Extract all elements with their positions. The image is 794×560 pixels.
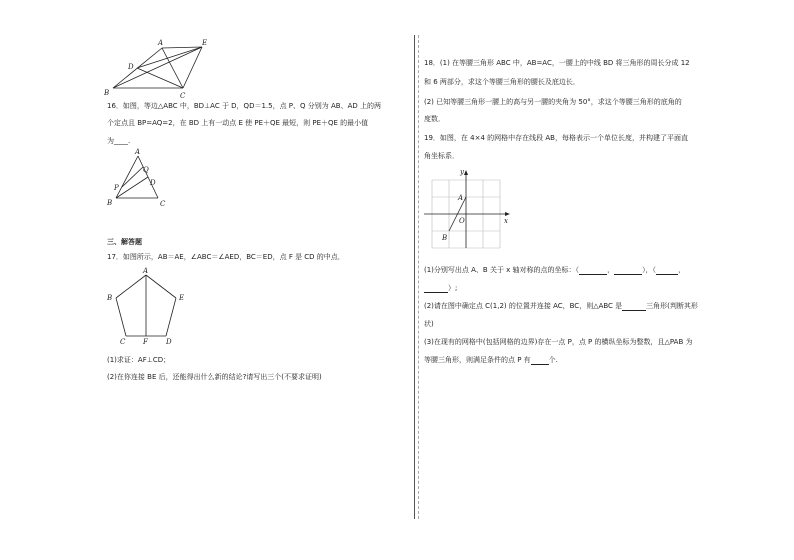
q19-line2: 角坐标系． bbox=[424, 152, 459, 160]
q19-part3-line2 bbox=[424, 356, 558, 365]
section-heading: 三、解答题 bbox=[107, 238, 142, 246]
q19-part1-line2 bbox=[424, 284, 457, 293]
answer-blank-4[interactable] bbox=[424, 285, 448, 293]
label-F: F bbox=[143, 338, 148, 346]
q19-part3b: 等腰三角形，则满足条件的点 P 有 bbox=[424, 356, 531, 364]
q19-part1c: ），（ bbox=[642, 266, 657, 274]
q18-line4: 度数． bbox=[424, 115, 445, 123]
answer-blank-2[interactable] bbox=[614, 267, 642, 275]
label-A: A bbox=[143, 267, 149, 275]
q18-line2: 和 6 两部分，求这个等腰三角形的腰长及底边长． bbox=[424, 78, 580, 86]
q17-part1: (1)求证：AF⊥CD； bbox=[107, 356, 171, 364]
q19-part2a: (2)请在图中确定点 C(1,2) 的位置并连接 AC，BC，则△ABC 是 bbox=[424, 302, 623, 310]
q19-part1e: ）; bbox=[448, 284, 458, 292]
q17-line1: 17．如图所示，AB＝AE，∠ABC＝∠AED，BC＝ED，点 F 是 CD 的中点． bbox=[107, 253, 345, 261]
origin-label: O bbox=[459, 217, 465, 225]
q19-part1-line1 bbox=[424, 266, 685, 275]
answer-blank-1[interactable] bbox=[579, 267, 607, 275]
label-A: A bbox=[158, 39, 164, 47]
q19-part1d: ， bbox=[678, 266, 686, 274]
q19-part2-line1 bbox=[424, 302, 698, 311]
q16-line3: 为____. bbox=[107, 137, 131, 145]
q16-line1: 16．如图，等边△ABC 中，BD⊥AC 于 D，QD＝1.5，点 P、Q 分别为 AB、AD 上的两 bbox=[107, 102, 381, 110]
q19-part2b: 三角形(判断其形 bbox=[646, 302, 698, 310]
axis-y-label: y bbox=[460, 168, 464, 176]
column-divider bbox=[414, 35, 415, 519]
q19-part3-line1: (3)在现有的网格中(包括网格的边界)存在一点 P，点 P 的横纵坐标为整数，且△PAB 为 bbox=[424, 338, 693, 346]
label-D: D bbox=[166, 338, 172, 346]
label-B: B bbox=[107, 294, 113, 302]
q16-line2: 个定点且 BP=AQ=2，在 BD 上有一动点 E 使 PE＋QE 最短，则 PE＋QE 的最小值 bbox=[107, 119, 369, 127]
label-C: C bbox=[180, 92, 186, 100]
q19-part1a: (1)分别写出点 A、B 关于 x 轴对称的点的坐标：（ bbox=[424, 266, 580, 274]
answer-blank-6[interactable] bbox=[531, 357, 549, 365]
label-D: D bbox=[128, 63, 134, 71]
label-A: A bbox=[458, 194, 464, 202]
q19-part2-line2: 状) bbox=[424, 320, 434, 328]
q19-line1: 19．如图，在 4×4 的网格中存在线段 AB，每格表示一个单位长度，并构建了平面直 bbox=[424, 134, 688, 142]
q19-part3c: 个. bbox=[548, 356, 558, 364]
q17-part2: (2)在你连接 BE 后，还能得出什么新的结论?请写出三个(不要求证明) bbox=[107, 373, 322, 381]
label-P: P bbox=[114, 184, 119, 192]
figure-q16-triangle bbox=[107, 148, 180, 210]
label-B: B bbox=[107, 199, 113, 207]
label-D: D bbox=[150, 179, 156, 187]
answer-blank-3[interactable] bbox=[656, 267, 678, 275]
axis-x-label: x bbox=[504, 217, 508, 225]
q18-line3: (2) 已知等腰三角形一腰上的高与另一腰的夹角为 50°，求这个等腰三角形的底角的 bbox=[424, 98, 682, 106]
label-B: B bbox=[442, 234, 448, 242]
label-Q: Q bbox=[143, 166, 149, 174]
label-B: B bbox=[104, 89, 110, 97]
figure-q17-pentagon bbox=[108, 268, 198, 348]
label-E: E bbox=[202, 39, 208, 47]
q18-line1: 18．(1) 在等腰三角形 ABC 中，AB=AC，一腰上的中线 BD 将三角形的周长分成 12 bbox=[424, 59, 690, 67]
label-C: C bbox=[120, 338, 126, 346]
label-A: A bbox=[135, 148, 141, 156]
figure-q19-grid bbox=[424, 166, 524, 256]
column-divider-dashed bbox=[418, 35, 419, 519]
answer-blank-5[interactable] bbox=[622, 303, 646, 311]
figure-top-parallelogram bbox=[104, 38, 230, 100]
label-E: E bbox=[179, 294, 185, 302]
q19-part1b: ， bbox=[607, 266, 615, 274]
label-C: C bbox=[160, 200, 166, 208]
